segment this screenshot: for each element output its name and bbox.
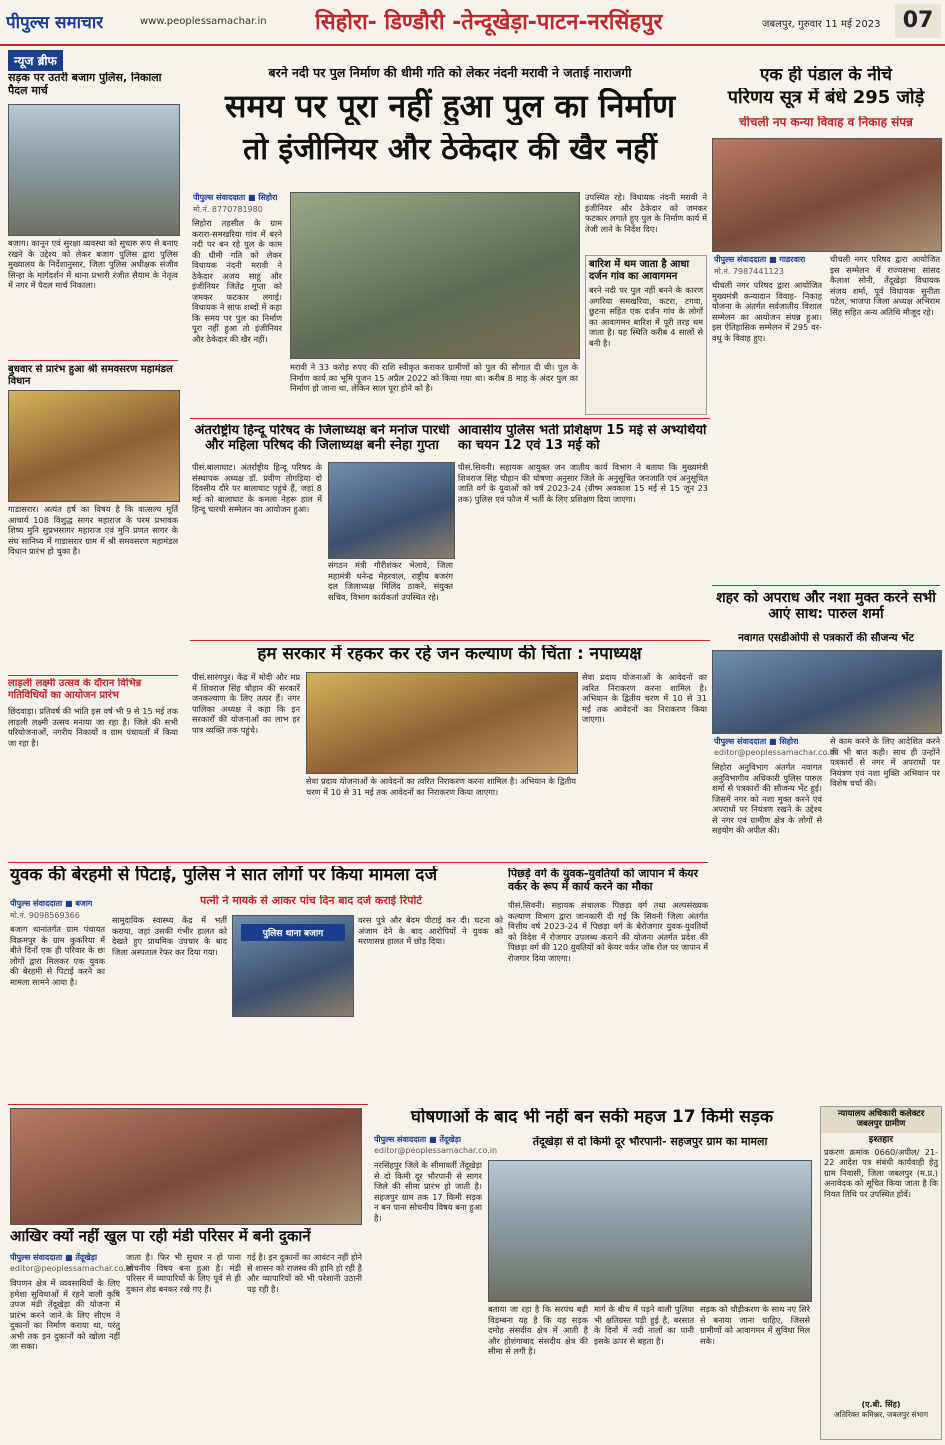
brief-text-2: गाडासरार। अत्यंत हर्ष का विषय है कि वात्सल्य मूर्ति आचार्य 108 विशुद्ध सागर महाराज के परम प्रभावक शिष्य मुनि सुप्रभसागर महाराज एवं मुनि प्रणत सागर के संघ सानिध्य में गाडासरार ग्राम में श्री समवसरण महामंडल विधान प्रारंभ हो चुका है। bbox=[8, 504, 178, 556]
divider bbox=[8, 1104, 368, 1105]
page-number: 07 bbox=[895, 4, 941, 38]
bridge-inspection-photo bbox=[290, 192, 580, 359]
road-text-2: बताया जा रहा है कि सरपंच बड़ी विडम्बना यह है कि यह सड़क दमोह संसदीय क्षेत्र में आती है और होशंगाबाद संसदीय क्षेत्र की सीमा से लगी है। bbox=[488, 1304, 588, 1356]
page-section-title: सिहोरा- डिण्डौरी -तेन्दूखेड़ा-पाटन-नरसिंहपुर bbox=[315, 10, 663, 35]
wedding-mobile: मो.नं. 7987441123 bbox=[714, 267, 784, 276]
sdop-headline: शहर को अपराध और नशा मुक्त करने सभी आएं साथ: पारुल शर्मा bbox=[716, 590, 936, 623]
mandi-text-3: गई है। इन दुकानों का आवंटन नहीं होने से शासन को राजस्व की हानि हो रही है और व्यापारियों को भी परेशानी उठानी पड़ रही है। bbox=[247, 1252, 362, 1294]
assault-text-3: वरस पुत्रे और बेदम पीटाई कर दी। घटना को अंजाम देने के बाद आरोपियों ने युवक को मरणासन्न हालत में छोड़ दिया। bbox=[358, 915, 503, 946]
police-march-photo bbox=[8, 104, 180, 236]
broken-road-photo bbox=[488, 1160, 812, 1302]
welfare-text-2: सेवा प्रदाय योजनाओं के आवेदनों का त्वरित निराकरण करना शामिल है। अभियान के द्वितीय चरण में 10 से 31 मई तक आवेदनों का निराकरण किया जाएगा। bbox=[306, 776, 576, 797]
notice-signature: (ए.बी. सिंह) bbox=[861, 1399, 901, 1409]
mandi-email[interactable]: editor@peoplessamachar.co.in bbox=[10, 1264, 134, 1273]
police-training-text: पीसं.सिवनी। सहायक आयुक्त जन जातीय कार्य विभाग ने बताया कि मुख्यमंत्री शिवराज सिंह चौहान की घोषणा अनुसार जिले के अनुसूचित जनजाति एवं अनुसूचित जाति वर्ग के युवाओं को वर्ष 2023-24 (ग्रीष्म अवकाश 15 मई से 15 जून 23 तक) पुलिस एवं फौज में भर्ती के लिए प्रशिक्षण दिया जाएगा। bbox=[458, 462, 708, 504]
sidebar-headline: बारिश में थम जाता है आधा दर्जन गांव का आवागमन bbox=[589, 259, 690, 282]
brief-text-1: बजाग। कानून एवं सुरक्षा व्यवस्था को सुचारु रूप से बनाए रखने के उद्देश्य को लेकर बजाग पुलिस द्वारा पुलिस मुख्यालय के निर्देशानुसार, जिला पुलिस अधीक्षक संजीव सिन्हा के मार्गदर्शन में थाना प्रभारी रंजीत सैयाम के नेतृत्व में नगर में पैदल मार्च निकाला। bbox=[8, 238, 178, 290]
divider bbox=[190, 640, 710, 641]
assault-text-1: बजाग थानांतर्गत ग्राम पंचायत विक्रमपुर के ग्राम कुकरिया में बीते दिनों एक ही परिवार के छः लोगों द्वारा मिलकर एक युवक की बेरहमी से पिटाई करने का मामला सामने आया है। bbox=[10, 924, 105, 987]
assault-mobile: मो.नं. 9098569366 bbox=[10, 911, 80, 920]
police-training-headline: आवासीय पुलिस भर्ती प्रशिक्षण 15 मई से अभ्यर्थियों का चयन 12 एवं 13 मई को bbox=[458, 424, 707, 453]
lead-headline-line2: तो इंजीनियर और ठेकेदार की खैर नहीं bbox=[243, 133, 657, 167]
road-text-4: सड़क को चौड़ीकरण के साथ नए सिरे से बनाया जाना चाहिए, जिससे ग्रामीणों को आवागमन में सुविधा मिल सके। bbox=[700, 1304, 810, 1346]
temple-photo bbox=[8, 390, 180, 502]
lead-text-2: मरावी ने 33 करोड़ रुपए की राशि स्वीकृत कराकर ग्रामीणों को पुल की सौगात दी थी। पुल के निर्माण कार्य का भूमि पूजन 15 अप्रैल 2022 को किया गया था। करीब 8 माह के अंदर पुल का निर्माण हो जाना था, लेकिन साल पूरा होने को है। bbox=[290, 362, 578, 393]
wedding-text-1: चीचली नगर परिषद द्वारा आयोजित मुख्यमंत्री कन्यादान विवाह- निकाह योजना के अंतर्गत सर्वजातीय विशाल सम्मेलन का आयोजन संपन्न हुआ। इस ऐतिहासिक सम्मेलन में 295 वर-वधु के विवाह हुए। bbox=[712, 280, 822, 343]
rain-sidebar-box bbox=[585, 255, 707, 415]
assault-text-2: सामुदायिक स्वास्थ्य केंद्र में भर्ती कराया, जहां उसकी गंभीर हालत को देखते हुए प्राथमिक उपचार के बाद जिला अस्पताल रेफर कर दिया गया। bbox=[112, 915, 227, 957]
notice-text: प्रकरण क्रमांक 0660/अपील/ 21-22 आदेश पत्र संबंधी कार्यवाही हेतु ग्राम निवासी, जिला जबलपुर (म.प्र.) अनावेदक को सूचित किया जाता है कि नियत तिथि पर उपस्थित होवें। bbox=[824, 1146, 938, 1199]
welfare-headline: हम सरकार में रहकर कर रहे जन कल्याण की चिंता : नपाध्यक्ष bbox=[257, 645, 642, 664]
assault-byline: पीपुल्स संवाददाता ■ बजाग bbox=[10, 899, 93, 908]
mandi-text-2: जाता है। फिर भी सुधार न हो पाना सोचनीय विषय बना हुआ है। मंडी परिसर में व्यापारियों के लिए पूर्व से ही दुकान शेड बनकर रखे गए हैं। bbox=[126, 1252, 241, 1294]
assault-headline: युवक की बेरहमी से पिटाई, पुलिस ने सात लोगों पर किया मामला दर्ज bbox=[10, 866, 438, 885]
lead-text-3: उपस्थित रहे। विधायक नंदनी मरावी ने इंजीनियर और ठेकेदार को जमकर फटकार लगाते हुए पुल के निर्माण कार्य में तेजी लाने के निर्देश दिए। bbox=[585, 192, 707, 234]
divider bbox=[190, 418, 710, 419]
wedding-text-2: चीचली नगर परिषद द्वारा आयोजित इस सम्मेलन में राज्यसभा सांसद कैलाश सोनी, तेंदूखेड़ा विधायक संजय शर्मा, पूर्व विधायक सुनीता पटेल, भाजपा जिला अध्यक्ष अभिराम सिंह सहित अन्य अतिथि मौजूद रहे। bbox=[830, 254, 940, 317]
welfare-meeting-photo bbox=[306, 672, 578, 774]
brief-text-3: छिंदवाड़ा। प्रतिवर्ष की भांति इस वर्ष भी 9 से 15 मई तक लाड़ली लक्ष्मी उत्सव मनाया जा रहा है। जिले की सभी परियोजनाओं, नगरीय निकायों व ग्राम पंचायतों में किया जा रहा है। bbox=[8, 706, 178, 748]
wedding-headline-line1: एक ही पंडाल के नीचे bbox=[760, 66, 892, 85]
police-station-photo bbox=[232, 915, 354, 1017]
mass-wedding-photo bbox=[712, 138, 942, 252]
road-byline: पीपुल्स संवाददाता ■ तेंदूखेड़ा bbox=[374, 1135, 462, 1144]
mandi-text-1: विपणन क्षेत्र में व्यवसायियों के लिए हमेशा सुविधाओं में रहने वाली कृषि उपज मंडी तेंदूखेड़ा की योजना में प्रारंभ करने जाने के लिए सीएम ने दुकानों का निर्माण कराया था, परंतु अभी तक इन दुकानों को खोला नहीं जा सका। bbox=[10, 1278, 120, 1351]
wedding-headline-line2: परिणय सूत्र में बंधे 295 जोड़े bbox=[727, 88, 925, 108]
divider bbox=[712, 585, 940, 586]
legal-notice-box bbox=[820, 1106, 942, 1440]
road-email[interactable]: editor@peoplessamachar.co.in bbox=[374, 1146, 498, 1155]
sdop-byline: पीपुल्स संवाददाता ■ सिहोरा bbox=[714, 737, 799, 746]
site-url[interactable]: www.peoplessamachar.in bbox=[140, 16, 267, 27]
journalists-meeting-photo bbox=[712, 650, 942, 734]
welfare-text-3: सेवा प्रदाय योजनाओं के आवेदनों का त्वरित निराकरण करना शामिल है। अभियान के द्वितीय चरण में 10 से 31 मई तक आवेदनों का निराकरण किया जाएगा। bbox=[582, 672, 707, 724]
police-station-sign: पुलिस थाना बजाग bbox=[241, 924, 345, 941]
sdop-text-2: से काम करने के लिए आदेशित करने की भी बात कही। साथ ही उन्होंने पत्रकारों से नगर में अपराधों पर नियंत्रण एवं नशा मुक्ति अभियान पर विशेष चर्चा की। bbox=[830, 736, 940, 788]
lead-headline-line1: समय पर पूरा नहीं हुआ पुल का निर्माण bbox=[224, 88, 676, 125]
sidebar-text: बरने नदी पर पुल नहीं बनने के कारण अगरिया समखरिया, कटरा, टगवा, छुटना सहित एक दर्जन गांव के लोगों का आवागमन बारिश में पूरी तरह थम जाता है। यह स्थिति करीब 4 सालों से बनी है। bbox=[589, 285, 703, 348]
road-headline: घोषणाओं के बाद भी नहीं बन सकी महज 17 किमी सड़क bbox=[410, 1108, 774, 1127]
wedding-subhead: चीचली नप कन्या विवाह व निकाह संपन्न bbox=[739, 116, 913, 129]
wedding-byline: पीपुल्स संवाददाता ■ गाडरवारा bbox=[714, 255, 806, 264]
lead-text-1: सिहोरा तहसील के ग्राम करारा-समखरिया गांव में बरने नदी पर बन रहे पुल के काम की धीमी गति को लेकर विधायक नंदनी मरावी ने ठेकेदार अजय साहू और इंजीनियर जितेंद्र गुप्ता को जमकर फटकार लगाई। विधायक ने साफ शब्दों में कहा कि समय पर पुल का निर्माण पूरा नहीं हुआ तो इंजीनियर और ठेकेदार की खैर नहीं। bbox=[192, 218, 282, 344]
notice-title: न्यायालय अधिकारी कलेक्टर जबलपुर ग्रामीण bbox=[821, 1107, 941, 1133]
notice-signatory: अतिरिक्त कमिश्नर, जबलपुर संभाग bbox=[833, 1409, 929, 1419]
logo: पीपुल्स समाचार bbox=[6, 13, 104, 33]
sdop-text-1: सिहोरा अनुविभाग अंतर्गत नवागत अनुविभागीय अधिकारी पुलिस पारुल शर्मा से पत्रकारों की सौजन्य भेंट हुई। जिसमें नगर को नशा मुक्त करने एवं अपराधों पर नियंत्रण रखने के उद्देश्य से नगर एवं ग्रामीण क्षेत्र के लोगों से सहयोग की अपील की। bbox=[712, 762, 822, 835]
mandi-headline: आखिर क्यों नहीं खुल पा रही मंडी परिसर में बनी दुकानें bbox=[10, 1228, 311, 1245]
notice-subtitle: इश्तहार bbox=[868, 1134, 894, 1145]
hindu-parishad-headline: अंतर्राष्ट्रीय हिन्दू परिषद के जिलाध्यक्ष बने मनोज पारधी और महिला परिषद की जिलाध्यक्ष बनी स्नेहा गुप्ता bbox=[194, 424, 450, 453]
lead-byline: पीपुल्स संवाददाता ■ सिहोरा bbox=[193, 193, 278, 202]
lead-kicker: बरने नदी पर पुल निर्माण की धीमी गति को लेकर नंदनी मरावी ने जताई नाराजगी bbox=[268, 66, 632, 80]
obc-japan-headline: पिछड़े वर्ग के युवक-युवतियों को जापान में केयर वर्कर के रूप में कार्य करने का मौका bbox=[508, 868, 699, 893]
road-text-1: नरसिंहपुर जिले के सीमावर्ती तेंदूखेड़ा से दो किमी दूर भौरपानी से सागर जिले की सीमा प्रारंभ हो जाती है। सहजपुर ग्राम तक 17 किमी सड़क न बन पाना सोचनीय विषय बना हुआ है। bbox=[374, 1160, 482, 1223]
brief-headline-3: लाड़ली लक्ष्मी उत्सव के दौरान विभिन्न गतिविधियों का आयोजन प्रारंभ bbox=[8, 678, 142, 701]
lead-mobile: मो.नं. 8770781980 bbox=[193, 205, 263, 214]
divider bbox=[8, 675, 178, 676]
divider bbox=[8, 360, 178, 361]
news-brief-tag: न्यूज ब्रीफ bbox=[8, 50, 63, 71]
sdop-subhead: नवागत एसडीओपी से पत्रकारों की सौजन्य भेंट bbox=[738, 632, 914, 644]
brief-headline-2: बुधवार से प्रारंभ हुआ श्री समवसरण महामंडल विधान bbox=[8, 364, 173, 387]
dateline: जबलपुर, गुरुवार 11 मई 2023 bbox=[762, 19, 881, 30]
road-text-3: मार्ग के बीच में पड़ने वाली पुलिया भी क्षतिग्रस्त पड़ी हुई है, बरसात के दिनों में नदी नालों का पानी इसके ऊपर से बहता है। bbox=[594, 1304, 694, 1346]
mandi-byline: पीपुल्स संवाददाता ■ तेंदूखेड़ा bbox=[10, 1253, 98, 1262]
obc-japan-text: पीसं.सिवनी। सहायक संचालक पिछड़ा वर्ग तथा अल्पसंख्यक कल्याण विभाग द्वारा जानकारी दी गई कि सिवनी जिला अंतर्गत वित्तीय वर्ष 2023-24 में पिछड़ा वर्ग के बेरोजगार युवक-युवतियों को विदेश में रोजगार उपलब्ध कराने की योजना अंतर्गत प्रदेश की पिछड़ा वर्ग की 120 युवतियों को केयर वर्कर जॉब रोल पर जापान में रोजगार दिया जाएगा। bbox=[508, 900, 708, 963]
sdop-email[interactable]: editor@peoplessamachar.co.in bbox=[714, 748, 838, 757]
assault-subhead: पत्नी ने मायके से आकर पांच दिन बाद दर्ज कराई रिपोर्ट bbox=[200, 895, 422, 907]
welfare-text-1: पीसं.सारंगपुर। केंद्र में मोदी और मप्र में शिवराज सिंह चौहान की सरकारें जनकल्याण के लिए तत्पर हैं। नगर पालिका अध्यक्ष ने कहा कि इन सरकारों की योजनाओं का लाभ हर पात्र व्यक्ति तक पहुंचे। bbox=[192, 672, 300, 735]
divider bbox=[8, 862, 708, 863]
mandi-shops-photo bbox=[10, 1108, 362, 1225]
parishad-meeting-photo bbox=[328, 462, 455, 559]
hindu-text-2: संगठन मंत्री गौरीशंकर भेलावे, जिला महामंत्री धनेन्द्र मेहरवाल, राष्ट्रीय बजरंग दल जिलाध्यक्ष मिलिंद ठाकरे, संयुक्त सचिव, विभाग कार्यकर्ता उपस्थित रहे। bbox=[328, 560, 453, 602]
road-subhead: तेंदूखेड़ा से दो किमी दूर भौरपानी- सहजपुर ग्राम का मामला bbox=[532, 1136, 768, 1148]
brief-headline-1: सड़क पर उतरी बजाग पुलिस, निकाला पैदल मार्च bbox=[8, 72, 162, 97]
hindu-text-1: पीसं.बालाघाट। अंतर्राष्ट्रीय हिन्दू परिषद के संस्थापक अध्यक्ष डॉ. प्रवीण तोगड़िया दो दिवसीय दौरे पर बालाघाट पहुंचे हैं, जहां 8 मई को बालाघाट के कमला नेहरू हाल में हिन्दू चारधी सम्मेलन का आयोजन हुआ। bbox=[192, 462, 322, 514]
